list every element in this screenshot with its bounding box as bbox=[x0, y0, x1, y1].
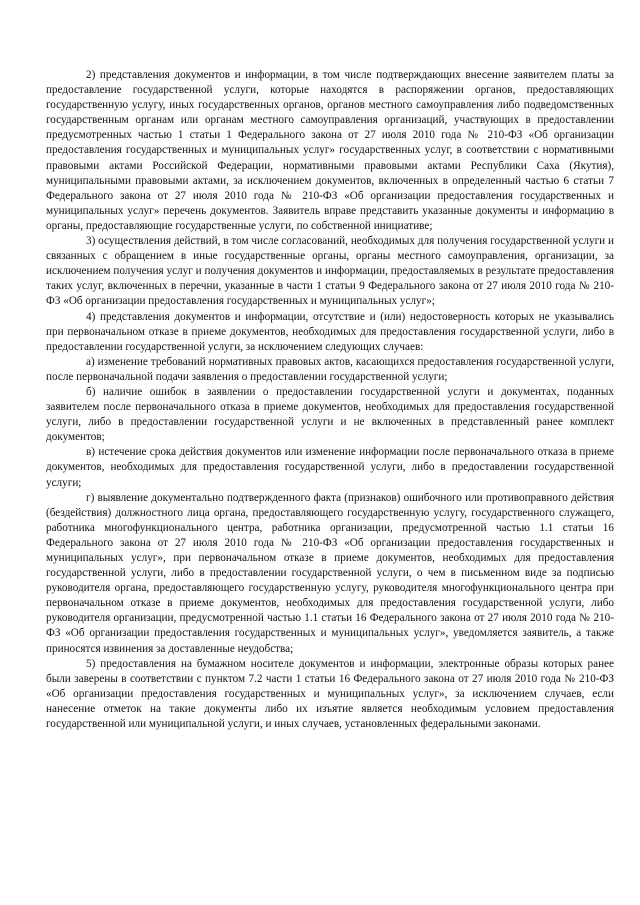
paragraph-subitem-g: г) выявление документально подтвержденного факта (признаков) ошибочного или противоправного действия (бездействия) должностного лица органа, предоставляющего государственную услугу, государственного служащего, работника многофункционального центра, работника организации, предусмотренной частью 1.1 статьи 16 Федерального закона от 27 июля 2010 года № 210-ФЗ «Об организации предоставления государственных и муниципальных услуг», при первоначальном отказе в приеме документов, необходимых для предоставления государственной услуги, либо в предоставлении государственной услуги, о чем в письменном виде за подписью руководителя органа, предоставляющего государственную услугу, руководителя многофункционального центра при первоначальном отказе в приеме документов, необходимых для предоставления государственной услуги, либо руководителя организации, предусмотренной частью 1.1 статьи 16 Федерального закона от 27 июля 2010 года № 210-ФЗ «Об организации предоставления государственных и муниципальных услуг», уведомляется заявитель, а также приносятся извинения за доставленные неудобства; bbox=[46, 491, 614, 655]
paragraph-subitem-v: в) истечение срока действия документов или изменение информации после первоначального отказа в приеме документов, необходимых для предоставления государственной услуги, либо в предоставлении государственной услуги; bbox=[46, 446, 614, 489]
document-body bbox=[46, 68, 614, 732]
paragraph-item-5: 5) предоставления на бумажном носителе документов и информации, электронные образы которых ранее были заверены в соответствии с пунктом 7.2 части 1 статьи 16 Федерального закона от 27 июля 2010 года № 210-ФЗ «Об организации предоставления государственных и муниципальных услуг», за исключением случаев, если нанесение отметок на такие документы либо их изъятие является необходимым условием предоставления государственной или муниципальной услуги, и иных случаев, установленных федеральными законами. bbox=[46, 657, 614, 731]
paragraph-item-3: 3) осуществления действий, в том числе согласований, необходимых для получения государственной услуги и связанных с обращением в иные государственные органы, органы местного самоуправления, организации, за исключением получения услуг и получения документов и информации, предоставляемых в результате предоставления таких услуг, включенных в перечни, указанные в части 1 статьи 9 Федерального закона от 27 июля 2010 года № 210-ФЗ «Об организации предоставления государственных и муниципальных услуг»; bbox=[46, 235, 614, 308]
paragraph-subitem-a: а) изменение требований нормативных правовых актов, касающихся предоставления государственной услуги, после первоначальной подачи заявления о предоставлении государственной услуги; bbox=[46, 355, 614, 383]
paragraph-item-4: 4) представления документов и информации, отсутствие и (или) недостоверность которых не указывались при первоначальном отказе в приеме документов, необходимых для предоставления государственной услуги, либо в предоставлении государственной услуги, за исключением следующих случаев: bbox=[46, 310, 614, 353]
paragraph-item-2: 2) представления документов и информации, в том числе подтверждающих внесение заявителем платы за предоставление государственной услуги, которые находятся в распоряжении органов, предоставляющих государственную услугу, иных государственных органов, органов местного самоуправления либо подведомственных государственным органам или органам местного самоуправления организаций, участвующих в предоставлении предусмотренных частью 1 статьи 1 Федерального закона от 27 июля 2010 года № 210-ФЗ «Об организации предоставления государственных и муниципальных услуг» государственных услуг, в соответствии с нормативными правовыми актами Российской Федерации, нормативными правовыми актами Республики Саха (Якутия), муниципальными правовыми актами, за исключением документов, включенных в определенный частью 6 статьи 7 Федерального закона от 27 июля 2010 года № 210-ФЗ «Об организации предоставления государственных и муниципальных услуг» перечень документов. Заявитель вправе представить указанные документы и информацию в органы, предоставляющие государственные услуги, по собственной инициативе; bbox=[46, 69, 614, 232]
paragraph-subitem-b: б) наличие ошибок в заявлении о предоставлении государственной услуги и документах, поданных заявителем после первоначального отказа в приеме документов, необходимых для предоставления государственной услуги, либо в предоставлении государственной услуги и не включенных в представленный ранее комплект документов; bbox=[46, 385, 614, 444]
